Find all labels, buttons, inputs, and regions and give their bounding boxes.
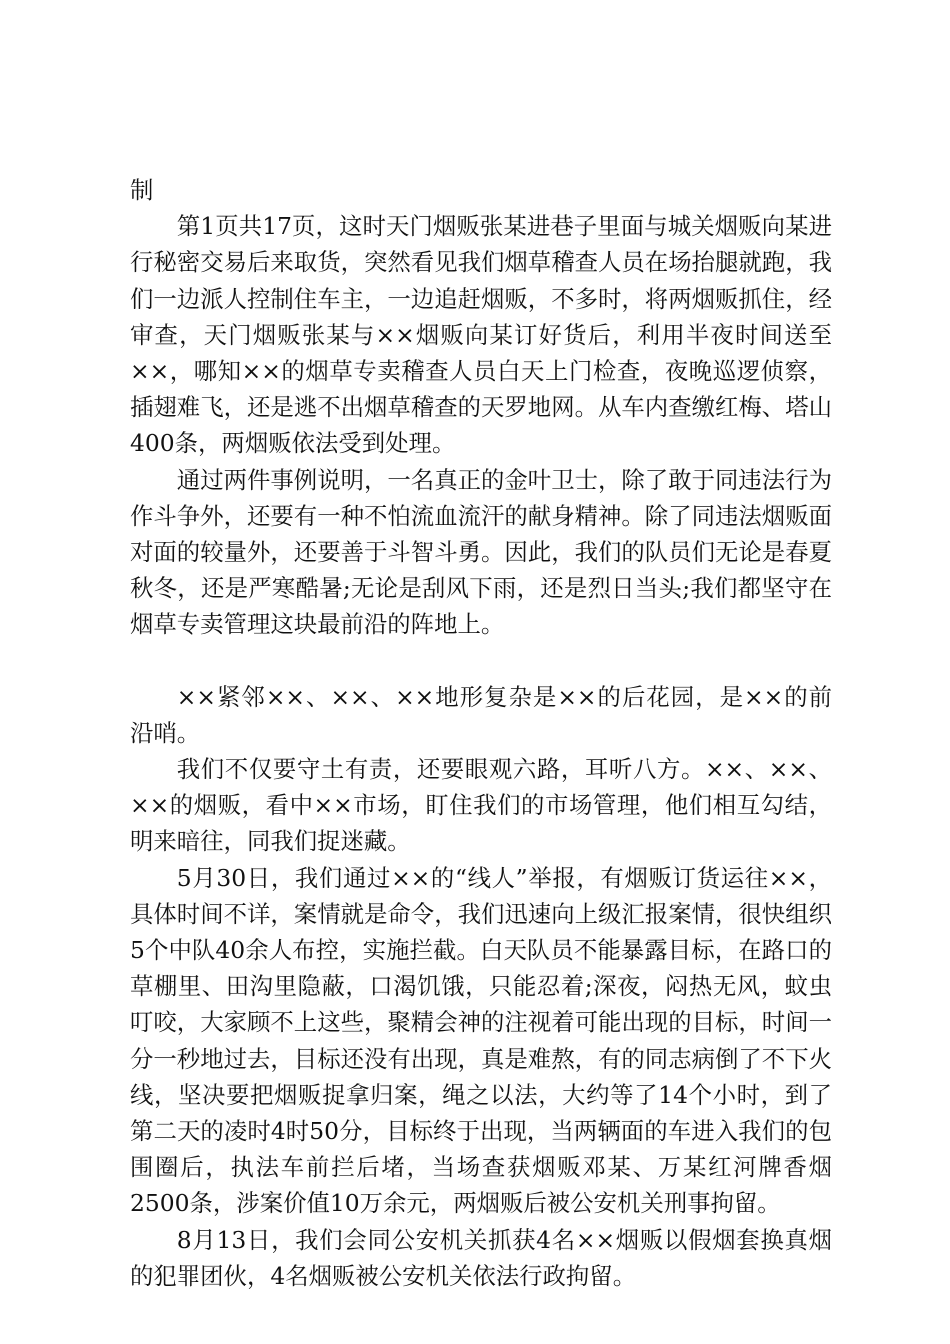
paragraph-summary: 通过两件事例说明，一名真正的金叶卫士，除了敢于同违法行为作斗争外，还要有一种不怕流血流汗的献身精神。除了同违法烟贩面对面的较量外，还要善于斗智斗勇。因此，我们的队员们无论是春夏秋冬，还是严寒酷暑;无论是刮风下雨，还是烈日当头;我们都坚守在烟草专卖管理这块最前沿的阵地上。 — [130, 465, 832, 639]
paragraph-case-may30: 5月30日，我们通过××的“线人”举报，有烟贩订货运往××，具体时间不详，案情就是命令，我们迅速向上级汇报案情，很快组织5个中队40余人布控，实施拦截。白天队员不能暴露目标，在路口的草棚里、田沟里隐蔽，口渴饥饿，只能忍着;深夜，闷热无风，蚊虫叮咬，大家顾不上这些，聚精会神的注视着可能出现的目标，时间一分一秒地过去，目标还没有出现，真是难熬，有的同志病倒了不下火线，坚决要把烟贩捉拿归案，绳之以法，大约等了14个小时，到了第二天的凌时4时50分，目标终于出现，当两辆面的车进入我们的包围圈后，执法车前拦后堵，当场查获烟贩邓某、万某红河牌香烟2500条，涉案价值10万余元，两烟贩后被公安机关刑事拘留。 — [130, 863, 832, 1218]
paragraph-location: ××紧邻××、××、××地形复杂是××的后花园，是××的前沿哨。 — [130, 682, 832, 747]
paragraph-continuation: 制 — [130, 176, 154, 204]
document-body — [130, 172, 832, 1294]
paragraph-case-tianmen: 第1页共17页，这时天门烟贩张某进巷子里面与城关烟贩向某进行秘密交易后来取货，突然看见我们烟草稽查人员在场抬腿就跑，我们一边派人控制住车主，一边追赶烟贩，不多时，将两烟贩抓住，经审查，天门烟贩张某与××烟贩向某订好货后，利用半夜时间送至××，哪知××的烟草专卖稽查人员白天上门检查，夜晚巡逻侦察，插翅难飞，还是逃不出烟草稽查的天罗地网。从车内查缴红梅、塔山400条，两烟贩依法受到处理。 — [130, 212, 832, 458]
paragraph-case-aug13: 8月13日，我们会同公安机关抓获4名××烟贩以假烟套换真烟的犯罪团伙，4名烟贩被公安机关依法行政拘留。 — [130, 1225, 832, 1290]
paragraph-duty: 我们不仅要守土有责，还要眼观六路，耳听八方。××、××、××的烟贩，看中××市场，盯住我们的市场管理，他们相互勾结，明来暗往，同我们捉迷藏。 — [130, 755, 832, 856]
